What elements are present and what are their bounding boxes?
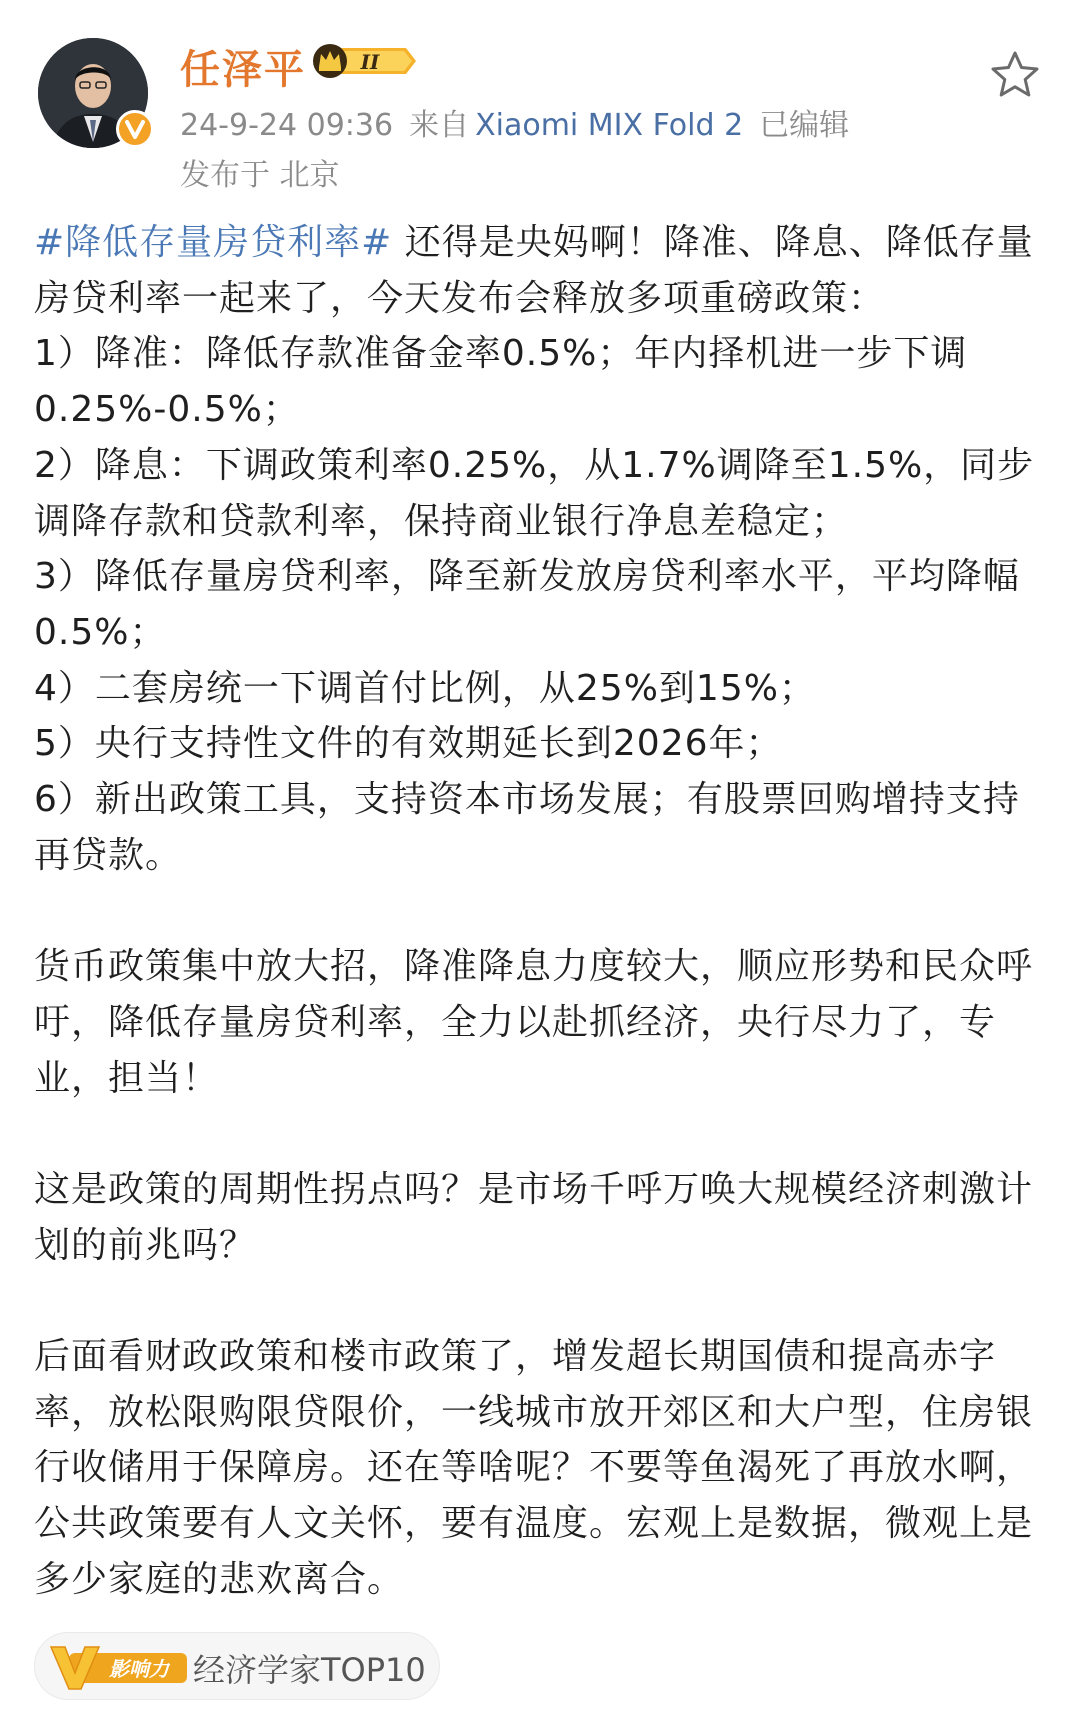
policy-item: 1）降准：降低存款准备金率0.5%；年内择机进一步下调0.25%-0.5%； <box>34 333 968 431</box>
paragraph-gap <box>34 883 1046 939</box>
paragraph-4: 后面看财政政策和楼市政策了，增发超长期国债和提高赤字率，放松限购限贷限价，一线城市放开郊区和大户型，住房银行收储用于保障房。还在等啥呢？不要等鱼渴死了再放水啊，公共政策要有人文关怀，要有温度。宏观上是数据，微观上是多少家庭的悲欢离合。 <box>34 1336 1034 1600</box>
edited-label[interactable]: 已编辑 <box>759 108 850 143</box>
verified-v-icon <box>116 110 154 148</box>
source-device[interactable]: Xiaomi MIX Fold 2 <box>475 108 744 143</box>
post-location: 发布于 北京 <box>180 158 340 193</box>
vip-level: II <box>360 50 380 74</box>
paragraph-2: 货币政策集中放大招，降准降息力度较大，顺应形势和民众呼吁，降低存量房贷利率，全力以赴抓经济，央行尽力了，专业，担当！ <box>34 946 1034 1099</box>
paragraph-gap <box>34 1106 1046 1162</box>
avatar[interactable] <box>38 38 148 148</box>
paragraph-gap <box>34 1273 1046 1329</box>
post-meta <box>180 100 865 144</box>
policy-item: 5）央行支持性文件的有效期延长到2026年； <box>34 723 783 765</box>
intro-text: 还得是央妈啊！降准、降息、降低存量房贷利率一起来了，今天发布会释放多项重磅政策： <box>34 222 1034 319</box>
post-header <box>0 0 1080 200</box>
post-intro <box>34 215 1046 326</box>
policy-item: 6）新出政策工具，支持资本市场发展；有股票回购增持支持再贷款。 <box>34 779 1020 876</box>
influence-v-icon <box>47 1643 197 1691</box>
influence-tag[interactable] <box>34 1632 440 1700</box>
policy-item: 4）二套房统一下调首付比例，从25%到15%； <box>34 667 816 709</box>
policy-item: 2）降息：下调政策利率0.25%，从1.7%调降至1.5%，同步调降存款和贷款利率，保持商业银行净息差稳定； <box>34 444 1035 542</box>
policy-item: 3）降低存量房贷利率，降至新发放房贷利率水平，平均降幅0.5%； <box>34 556 1020 653</box>
influence-logo-text: 影响力 <box>109 1657 169 1681</box>
hashtag-link[interactable]: #降低存量房贷利率# <box>34 222 393 263</box>
paragraph-3: 这是政策的周期性拐点吗？是市场千呼万唤大规模经济刺激计划的前兆吗？ <box>34 1168 1034 1266</box>
author-name[interactable]: 任泽平 <box>180 47 306 93</box>
post-body <box>34 215 1046 1608</box>
post-timestamp: 24-9-24 09:36 <box>180 108 394 143</box>
source-prefix: 来自 <box>409 108 470 143</box>
crown-vip-icon[interactable] <box>312 42 420 80</box>
influence-label: 经济学家TOP10 <box>193 1651 426 1689</box>
star-outline-icon[interactable] <box>990 50 1040 98</box>
